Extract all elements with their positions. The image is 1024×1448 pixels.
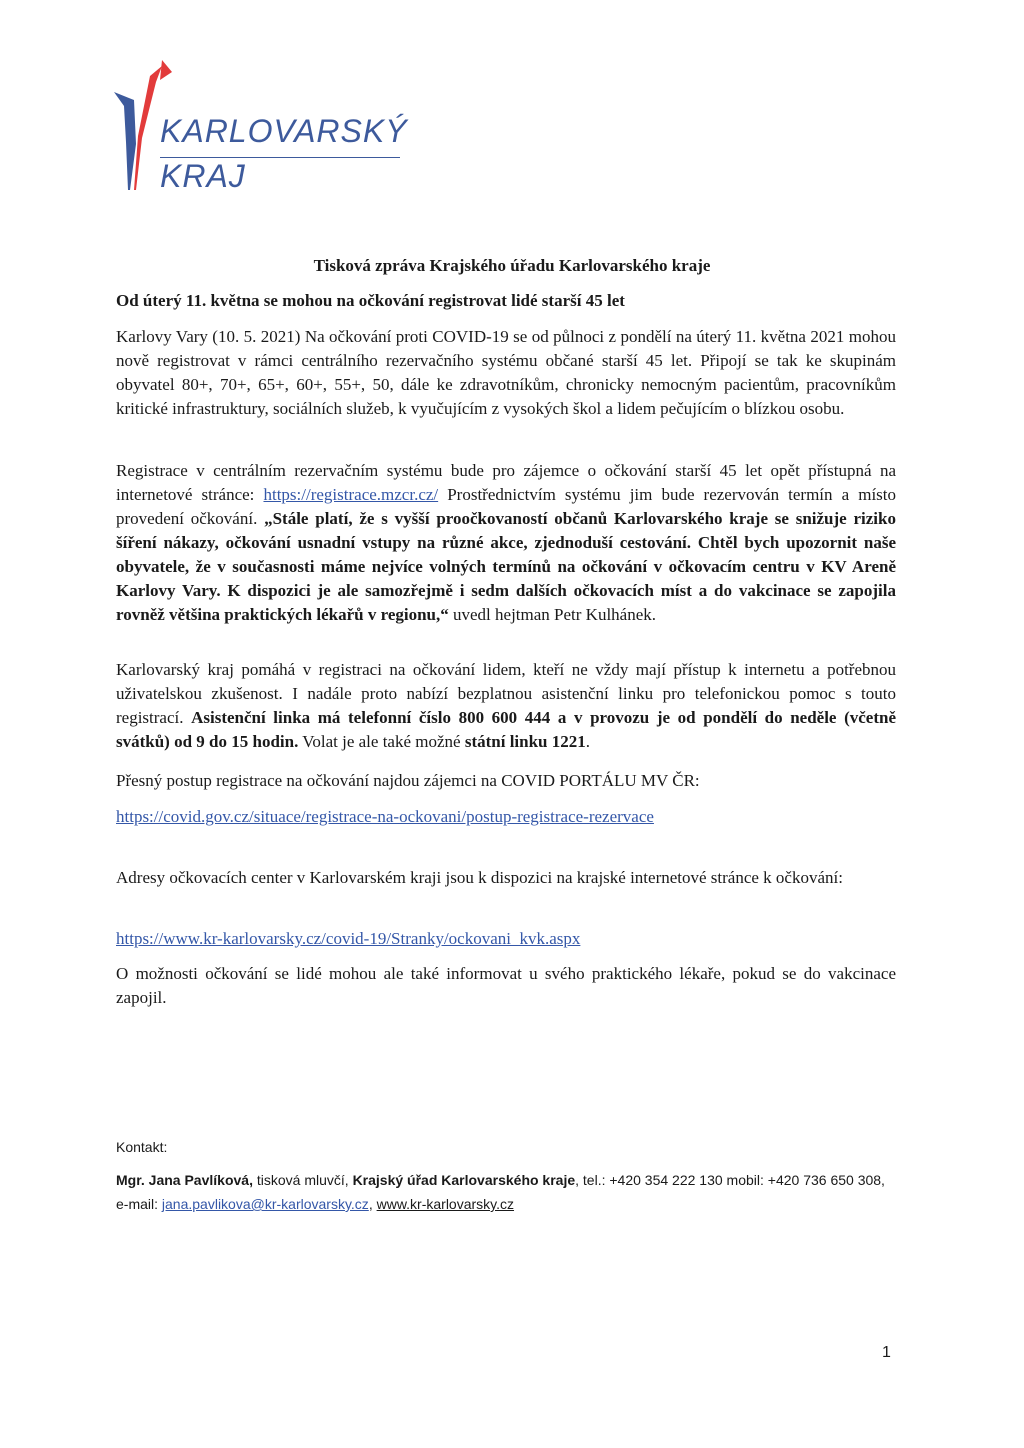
paragraph-text: Prostřednictvím systému jim bude rezervován termín a místo provedení očkování. <box>116 485 897 528</box>
governor-quote: „Stále platí, že s vyšší proočkovaností občanů Karlovarského kraje se snižuje riziko šíření nákazy, očkování usnadní vstupy na různé akce, zjednoduší cestování. Chtěl bych upozornit naše obyvatele, že v současnosti máme nejvíce volných termínů na očkování v očkovacím centru v KV Areně Karlovy Vary. K dispozici je ale samozřejmě i sedm dalších očkovacích míst a do vakcinace se zapojila rovněž většina praktických lékařů v regionu,“ <box>116 509 896 624</box>
registration-link[interactable]: https://registrace.mzcr.cz/ <box>263 485 439 504</box>
contact-name: Mgr. Jana Pavlíková, <box>116 1172 253 1188</box>
contact-label: Kontakt: <box>116 1139 168 1155</box>
contact-separator: , <box>368 1196 377 1212</box>
covid-portal-link[interactable]: https://covid.gov.cz/situace/registrace-na-ockovani/postup-registrace-rezervace <box>116 807 654 826</box>
press-release-heading: Tisková zpráva Krajského úřadu Karlovarského kraje <box>313 256 711 275</box>
paragraph-intro: Karlovy Vary (10. 5. 2021) Na očkování proti COVID-19 se od půlnoci z pondělí na úterý 11. května 2021 mohou nově registrovat v rámci centrálního rezervačního systému občané starší 45 let. Připojí se tak ke skupinám obyvatel 80+, 70+, 65+, 60+, 55+, 50, dále ke zdravotníkům, chronicky nemocným pacientům, pracovníkům kritické infrastruktury, sociálních služeb, k vyučujícím z vysokých škol a lidem pečujícím o blízkou osobu. <box>116 327 896 418</box>
paragraph-text: Volat je ale také možné <box>298 732 465 751</box>
press-release-title: Od úterý 11. května se mohou na očkování registrovat lidé starší 45 let <box>116 291 625 310</box>
paragraph-text: Registrace v centrálním rezervačním systému bude pro zájemce o očkování starší 45 let opět přístupná na internetové stránce: <box>116 461 896 504</box>
paragraph-helpline <box>116 658 896 754</box>
paragraph-portal-link <box>116 805 896 829</box>
logo-line-1: KARLOVARSKÝ <box>160 113 408 149</box>
contact-role: tisková mluvčí, <box>252 1172 353 1188</box>
paragraph-text: uvedl hejtman Petr Kulhánek. <box>448 605 657 624</box>
contact-details <box>116 1168 896 1216</box>
paragraph-text: . <box>585 732 591 751</box>
paragraph-text: Karlovarský kraj pomáhá v registraci na očkování lidem, kteří ne vždy mají přístup k internetu a potřebnou uživatelskou zkušenost. I nadále proto nabízí bezplatnou asistenční linku pro telefonickou pomoc s touto registrací. <box>116 660 896 727</box>
paragraph-centers: Adresy očkovacích center v Karlovarském kraji jsou k dispozici na krajské internetové stránce k očkování: <box>116 868 843 887</box>
helpline-info: Asistenční linka má telefonní číslo 800 600 444 a v provozu je od pondělí do neděle (včetně svátků) od 9 do 15 hodin. <box>116 708 896 751</box>
contact-email-link[interactable]: jana.pavlikova@kr-karlovarsky.cz <box>161 1196 369 1212</box>
paragraph-portal: Přesný postup registrace na očkování najdou zájemci na COVID PORTÁLU MV ČR: <box>116 771 700 790</box>
paragraph-registration <box>116 459 896 627</box>
contact-organization: Krajský úřad Karlovarského kraje <box>352 1172 576 1188</box>
karlovarsky-kraj-logo <box>112 58 412 198</box>
region-vaccination-link[interactable]: https://www.kr-karlovarsky.cz/covid-19/Stranky/ockovani_kvk.aspx <box>116 929 581 948</box>
state-line-info: státní linku 1221 <box>464 732 586 751</box>
paragraph-doctor: O možnosti očkování se lidé mohou ale také informovat u svého praktického lékaře, pokud se do vakcinace zapojil. <box>116 964 896 1007</box>
page-number: 1 <box>882 1344 891 1361</box>
contact-phones: , tel.: +420 354 222 130 mobil: +420 736 650 308, e-mail: <box>116 1172 885 1212</box>
contact-web-link[interactable]: www.kr-karlovarsky.cz <box>376 1196 515 1212</box>
logo-line-2: KRAJ <box>160 158 246 194</box>
paragraph-centers-link <box>116 927 896 951</box>
